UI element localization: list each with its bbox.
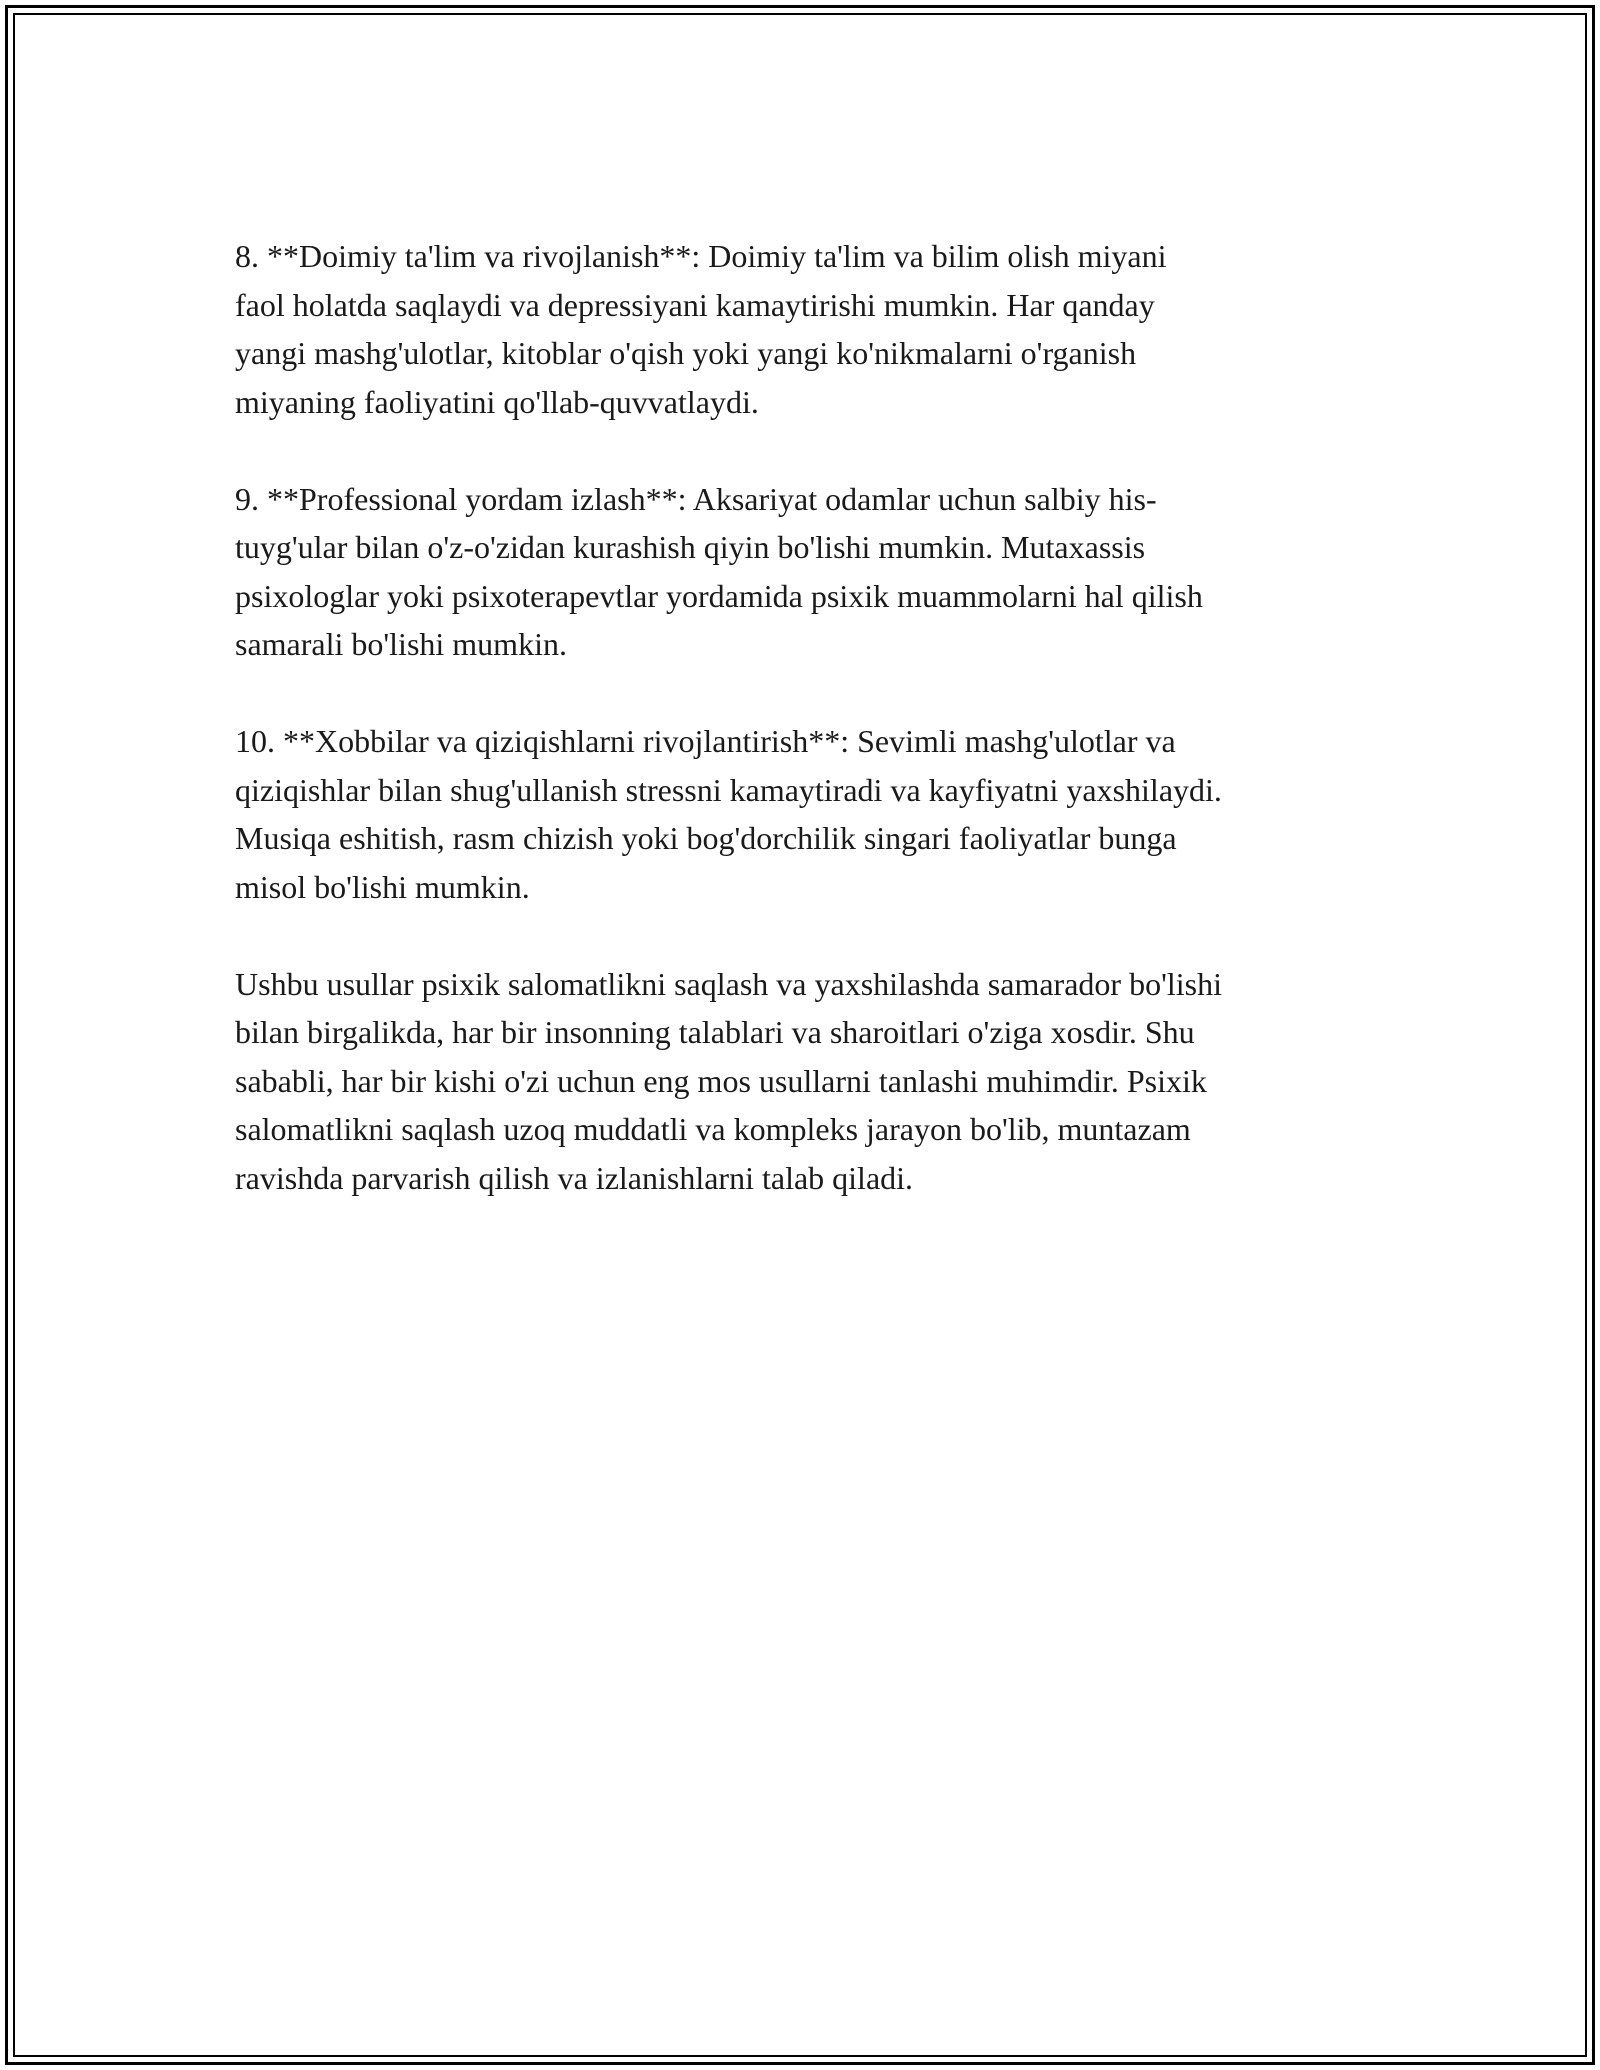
text-line: Musiqa eshitish, rasm chizish yoki bog'dorchilik singari faoliyatlar bunga	[235, 820, 1177, 856]
paragraph-item-8	[235, 232, 1385, 426]
text-line: samarali bo'lishi mumkin.	[235, 626, 567, 662]
text-line: 8. **Doimiy ta'lim va rivojlanish**: Doimiy ta'lim va bilim olish miyani	[235, 238, 1167, 274]
paragraph-conclusion	[235, 960, 1385, 1203]
document-body	[235, 232, 1385, 1251]
text-line: Ushbu usullar psixik salomatlikni saqlash va yaxshilashda samarador bo'lishi	[235, 965, 1222, 1002]
text-line: ravishda parvarish qilish va izlanishlarni talab qiladi.	[235, 1159, 914, 1196]
text-line: 9. **Professional yordam izlash**: Aksariyat odamlar uchun salbiy his-	[235, 480, 1157, 517]
text-line: tuyg'ular bilan o'z-o'zidan kurashish qiyin bo'lishi mumkin. Mutaxassis	[235, 529, 1146, 565]
paragraph-item-9	[235, 475, 1385, 669]
text-line: yangi mashg'ulotlar, kitoblar o'qish yoki yangi ko'nikmalarni o'rganish	[235, 335, 1137, 371]
text-line: bilan birgalikda, har bir insonning talablari va sharoitlari o'ziga xosdir. Shu	[235, 1014, 1195, 1050]
paragraph-item-10	[235, 717, 1385, 911]
text-line: psixologlar yoki psixoterapevtlar yordamida psixik muammolarni hal qilish	[235, 577, 1203, 614]
text-line: sababli, har bir kishi o'zi uchun eng mos usullarni tanlashi muhimdir. Psixik	[235, 1062, 1207, 1099]
text-line: salomatlikni saqlash uzoq muddatli va kompleks jarayon bo'lib, muntazam	[235, 1111, 1191, 1147]
text-line: qiziqishlar bilan shug'ullanish stressni kamaytiradi va kayfiyatni yaxshilaydi.	[235, 771, 1222, 808]
text-line: miyaning faoliyatini qo'llab-quvvatlaydi.	[235, 383, 759, 420]
text-line: faol holatda saqlaydi va depressiyani kamaytirishi mumkin. Har qanday	[235, 286, 1155, 323]
text-line: misol bo'lishi mumkin.	[235, 868, 530, 905]
text-line: 10. **Xobbilar va qiziqishlarni rivojlantirish**: Sevimli mashg'ulotlar va	[235, 723, 1176, 759]
